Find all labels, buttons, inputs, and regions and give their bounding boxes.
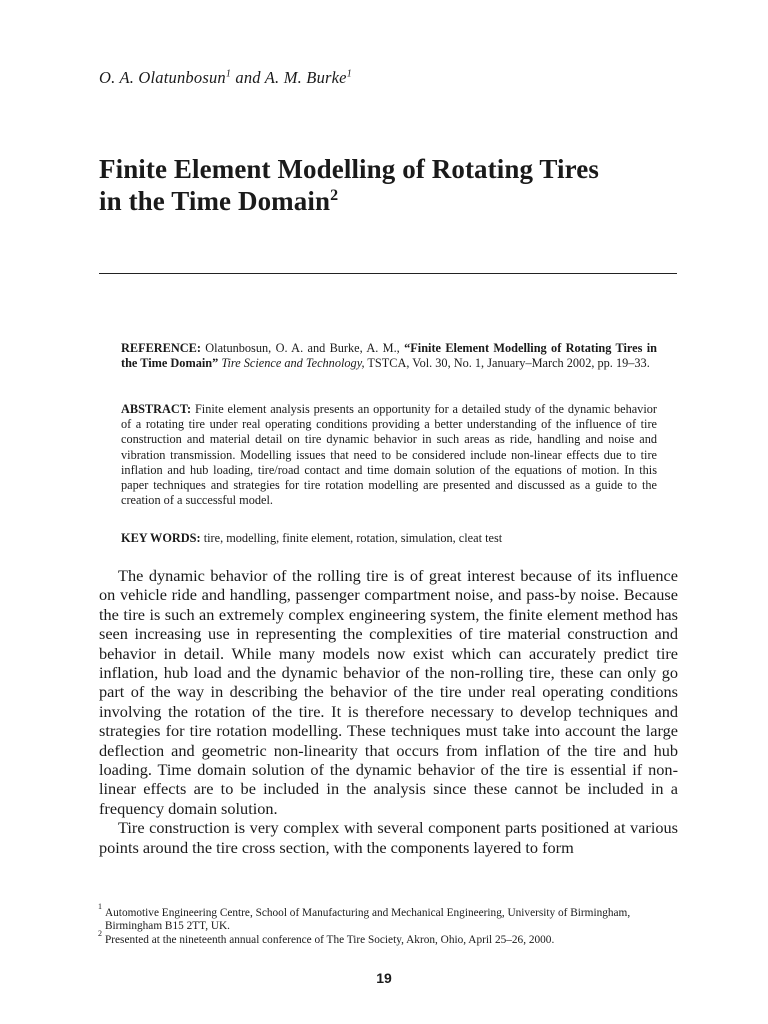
title-footnote-mark: 2: [330, 187, 339, 204]
reference-citation: TSTCA, Vol. 30, No. 1, January–March 2002, pp. 19–33.: [367, 356, 650, 371]
body-paragraph-2: Tire construction is very complex with several component parts positioned at various points around the tire cross section, with the components layered to form: [99, 818, 678, 857]
title-line-2: in the Time Domain: [99, 186, 331, 216]
author-1-affiliation-mark: 1: [225, 68, 232, 80]
author-2: A. M. Burke: [264, 68, 347, 87]
body-paragraph-1: The dynamic behavior of the rolling tire is of great interest because of its influence on vehicle ride and handling, passenger compartment noise, and pass-by noise. Because the tire is such an extremely complex engineering system, the finite element method has seen increasing use in representing the complexities of tire material construction and behavior in detail. While many models now exist which can accurately predict tire inflation, hub load and the dynamic behavior of the non-rolling tire, these can only go part of the way in describing the behavior of the tire under real operating conditions involving the rotation of the tire. It is therefore necessary to develop techniques and strategies for tire rotation modelling. These techniques must take into account the large deflection and geometric non-linearity that occurs from inflation of the tire and hub loading. Time domain solution of the dynamic behavior of the tire is essential if non-linear effects are to be included in the analysis since these cannot be included in a frequency domain solution.: [99, 566, 678, 818]
title-divider: [99, 273, 677, 274]
page-number: 19: [376, 970, 392, 986]
footnote-2-mark: 2: [98, 928, 102, 938]
abstract-label: ABSTRACT:: [121, 402, 192, 416]
footnote-1: [98, 902, 678, 934]
abstract-text: Finite element analysis presents an opportunity for a detailed study of the dynamic behavior of a rotating tire under real operating conditions providing a better understanding of the influence of tire construction and material detail on tire dynamic behavior in such areas as ride, handling and noise and vibration transmission. Modelling issues that need to be considered include non-linear effects due to tire inflation and hub loading, tire/road contact and time domain solution of the equations of motion. In this paper techniques and strategies for tire rotation modelling are presented and discussed as a guide to the creation of a successful model.: [121, 402, 657, 508]
footnote-1-mark: 1: [98, 902, 102, 911]
body-text: [99, 566, 678, 857]
keywords-block: [121, 531, 657, 546]
paper-title: [99, 153, 699, 217]
author-line: [99, 68, 352, 88]
abstract-block: [121, 402, 657, 508]
reference-journal: Tire Science and Technology,: [221, 356, 365, 371]
reference-label: REFERENCE:: [121, 341, 201, 355]
reference-block: [121, 341, 657, 371]
author-connector: and: [235, 68, 261, 87]
keywords-text: tire, modelling, finite element, rotation, simulation, cleat test: [203, 531, 503, 545]
author-1: O. A. Olatunbosun: [99, 68, 226, 87]
author-2-affiliation-mark: 1: [346, 68, 352, 80]
footnote-2-text: Presented at the nineteenth annual conference of The Tire Society, Akron, Ohio, April 25–26, 2000.: [105, 933, 555, 946]
footnote-1-text: Automotive Engineering Centre, School of Manufacturing and Mechanical Engineering, University of Birmingham, Birmingham B15 2TT, UK.: [105, 907, 631, 933]
title-line-2-wrap: [99, 185, 699, 217]
keywords-label: KEY WORDS:: [121, 531, 201, 545]
reference-authors: Olatunbosun, O. A. and Burke, A. M.,: [205, 341, 400, 355]
footnote-2: [98, 928, 678, 947]
footnotes: [98, 902, 678, 947]
title-line-1: Finite Element Modelling of Rotating Tires: [99, 154, 599, 184]
reference-title: “Finite Element Modelling of Rotating Tires in the Time Domain”: [121, 341, 658, 371]
